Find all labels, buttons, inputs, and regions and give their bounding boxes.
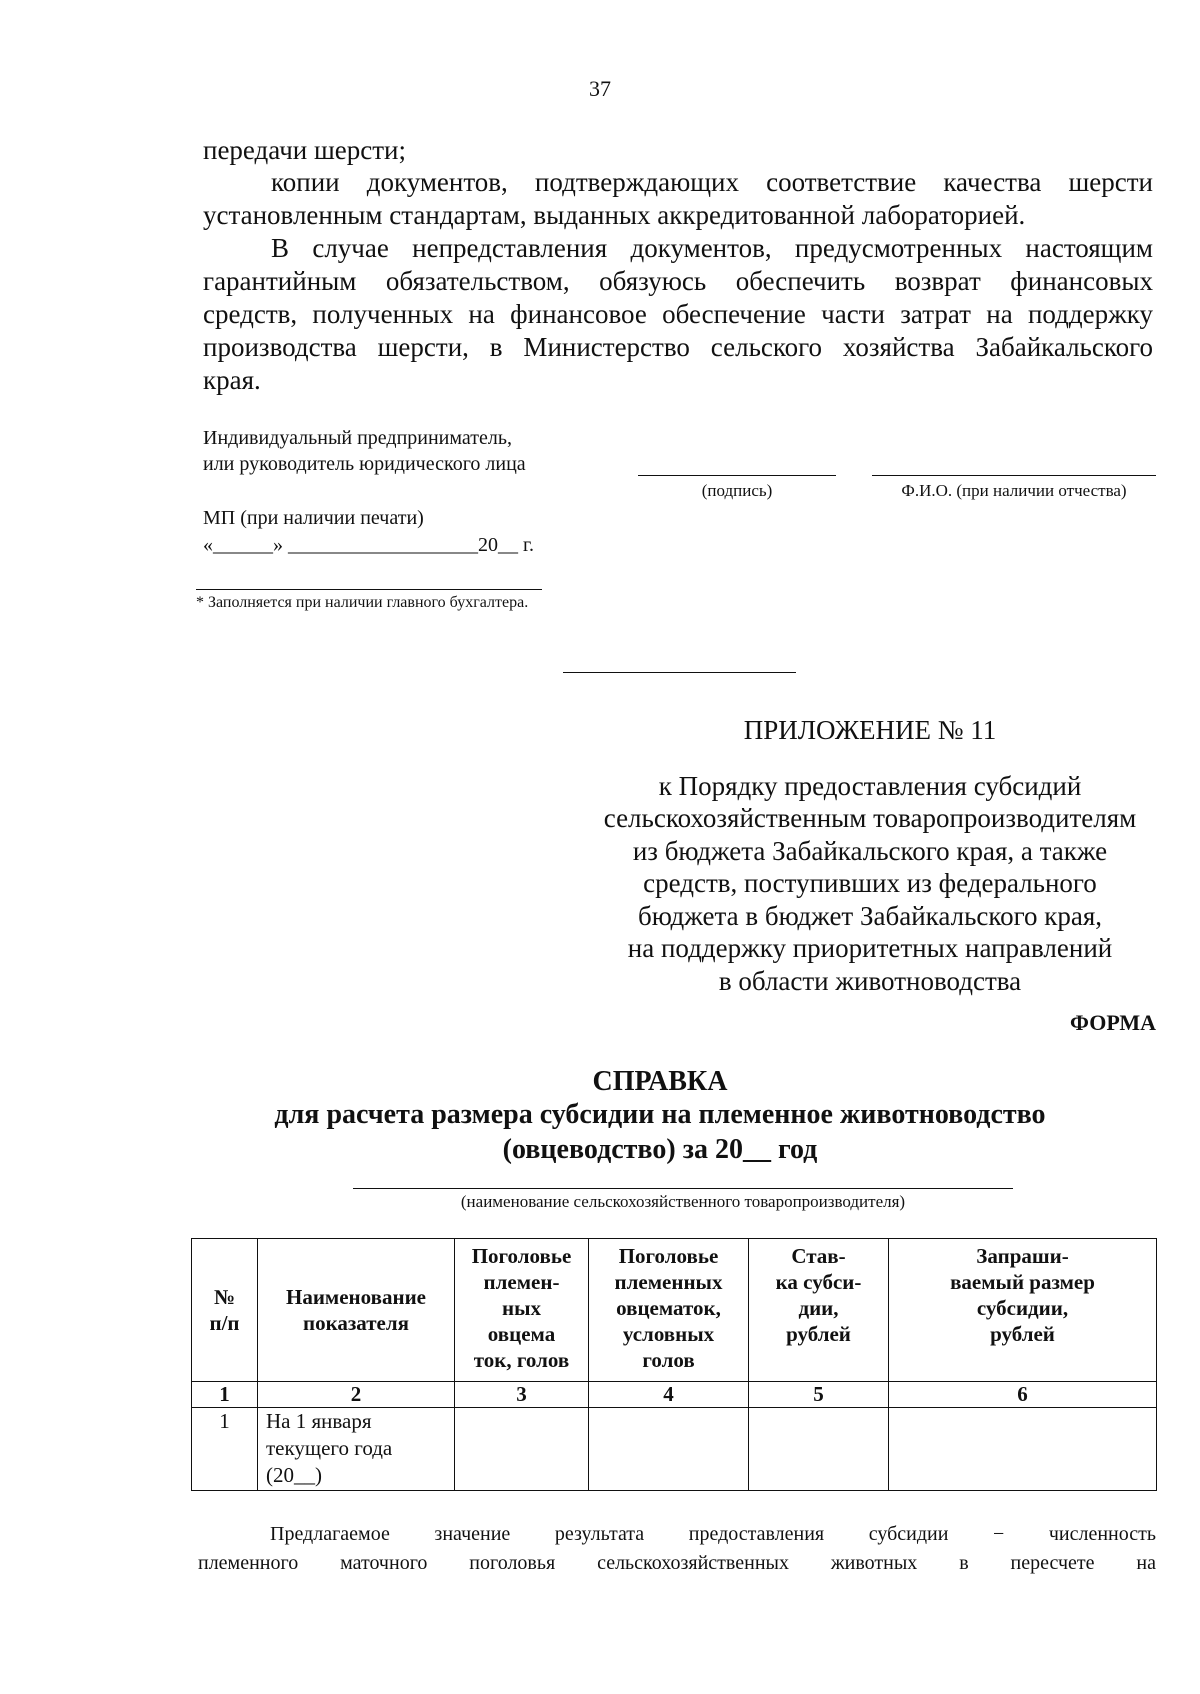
row-indicator-name: На 1 января текущего года (20__) — [258, 1408, 455, 1491]
form-label: ФОРМА — [1070, 1010, 1156, 1035]
cell-ewes[interactable] — [455, 1408, 589, 1491]
cell-rate[interactable] — [749, 1408, 889, 1491]
header-ewes: Поголовье племен- ных овцема ток, голов — [455, 1239, 589, 1382]
producer-caption: (наименование сельскохозяйственного товаропроизводителя) — [460, 1192, 906, 1211]
header-indicator: Наименование показателя — [258, 1239, 455, 1382]
table-column-numbers — [192, 1382, 1157, 1408]
producer-name-line — [353, 1188, 1013, 1189]
header-no: № п/п — [192, 1239, 258, 1382]
signer-role-line2: или руководитель юридического лица — [203, 453, 526, 475]
row-number: 1 — [192, 1408, 258, 1491]
header-conditional-ewes: Поголовье племенных овцематок, условных голов — [589, 1239, 749, 1382]
appendix-line-6: на поддержку приоритетных направлений — [627, 933, 1113, 963]
signer-role-line1: Индивидуальный предприниматель, — [203, 427, 512, 449]
cell-conditional-ewes[interactable] — [589, 1408, 749, 1491]
appendix-line-7: в области животноводства — [718, 966, 1022, 996]
intro-para3-line2: гарантийным обязательством, обязуюсь обеспечить возврат финансовых — [203, 266, 1153, 296]
table-row — [192, 1408, 1157, 1491]
column-number: 5 — [749, 1382, 889, 1408]
certificate-subtitle-line2: (овцеводство) за 20__ год — [502, 1134, 818, 1165]
appendix-line-3: из бюджета Забайкальского края, а также — [632, 836, 1108, 866]
intro-line-1: передачи шерсти; — [203, 135, 406, 165]
certificate-title: СПРАВКА — [592, 1066, 728, 1097]
header-rate: Став- ка субси- дии, рублей — [749, 1239, 889, 1382]
footnote: * Заполняется при наличии главного бухгалтера. — [196, 594, 529, 611]
intro-para3-line3: средств, полученных на финансовое обеспечение части затрат на поддержку — [203, 299, 1153, 329]
column-number: 3 — [455, 1382, 589, 1408]
intro-para3-line4: производства шерсти, в Министерство сельского хозяйства Забайкальского — [203, 332, 1153, 362]
cell-requested-amount[interactable] — [889, 1408, 1157, 1491]
column-number: 1 — [192, 1382, 258, 1408]
signature-line — [638, 475, 836, 476]
intro-para2-line2: установленным стандартам, выданных аккредитованной лабораторией. — [203, 200, 1026, 230]
closing-line-2: племенного маточного поголовья сельскохозяйственных животных в пересчете на — [198, 1552, 1156, 1574]
column-number: 6 — [889, 1382, 1157, 1408]
column-number: 4 — [589, 1382, 749, 1408]
page-number: 37 — [589, 76, 611, 101]
appendix-line-2: сельскохозяйственным товаропроизводителям — [603, 803, 1137, 833]
header-requested-amount: Запраши- ваемый размер субсидии, рублей — [889, 1239, 1157, 1382]
closing-line-1: Предлагаемое значение результата предоставления субсидии − численность — [270, 1523, 1156, 1545]
signature-caption: (подпись) — [701, 481, 773, 500]
name-caption: Ф.И.О. (при наличии отчества) — [901, 481, 1127, 500]
intro-para2-line1: копии документов, подтверждающих соответствие качества шерсти — [271, 167, 1153, 197]
stamp-label: МП (при наличии печати) — [203, 507, 424, 529]
footnote-separator — [196, 589, 542, 590]
table-header-row — [192, 1239, 1157, 1382]
appendix-line-5: бюджета в бюджет Забайкальского края, — [637, 901, 1103, 931]
intro-para3-line5: края. — [203, 365, 261, 395]
certificate-subtitle-line1: для расчета размера субсидии на племенное животноводство — [274, 1099, 1046, 1130]
intro-para3-line1: В случае непредставления документов, предусмотренных настоящим — [271, 233, 1153, 263]
appendix-line-1: к Порядку предоставления субсидий — [658, 771, 1082, 801]
date-line: «______» ___________________20__ г. — [203, 534, 534, 556]
appendix-heading: ПРИЛОЖЕНИЕ № 11 — [743, 715, 997, 745]
appendix-line-4: средств, поступивших из федерального — [643, 868, 1097, 898]
column-number: 2 — [258, 1382, 455, 1408]
name-line — [872, 475, 1156, 476]
subsidy-table — [191, 1238, 1157, 1491]
section-divider — [563, 672, 796, 673]
